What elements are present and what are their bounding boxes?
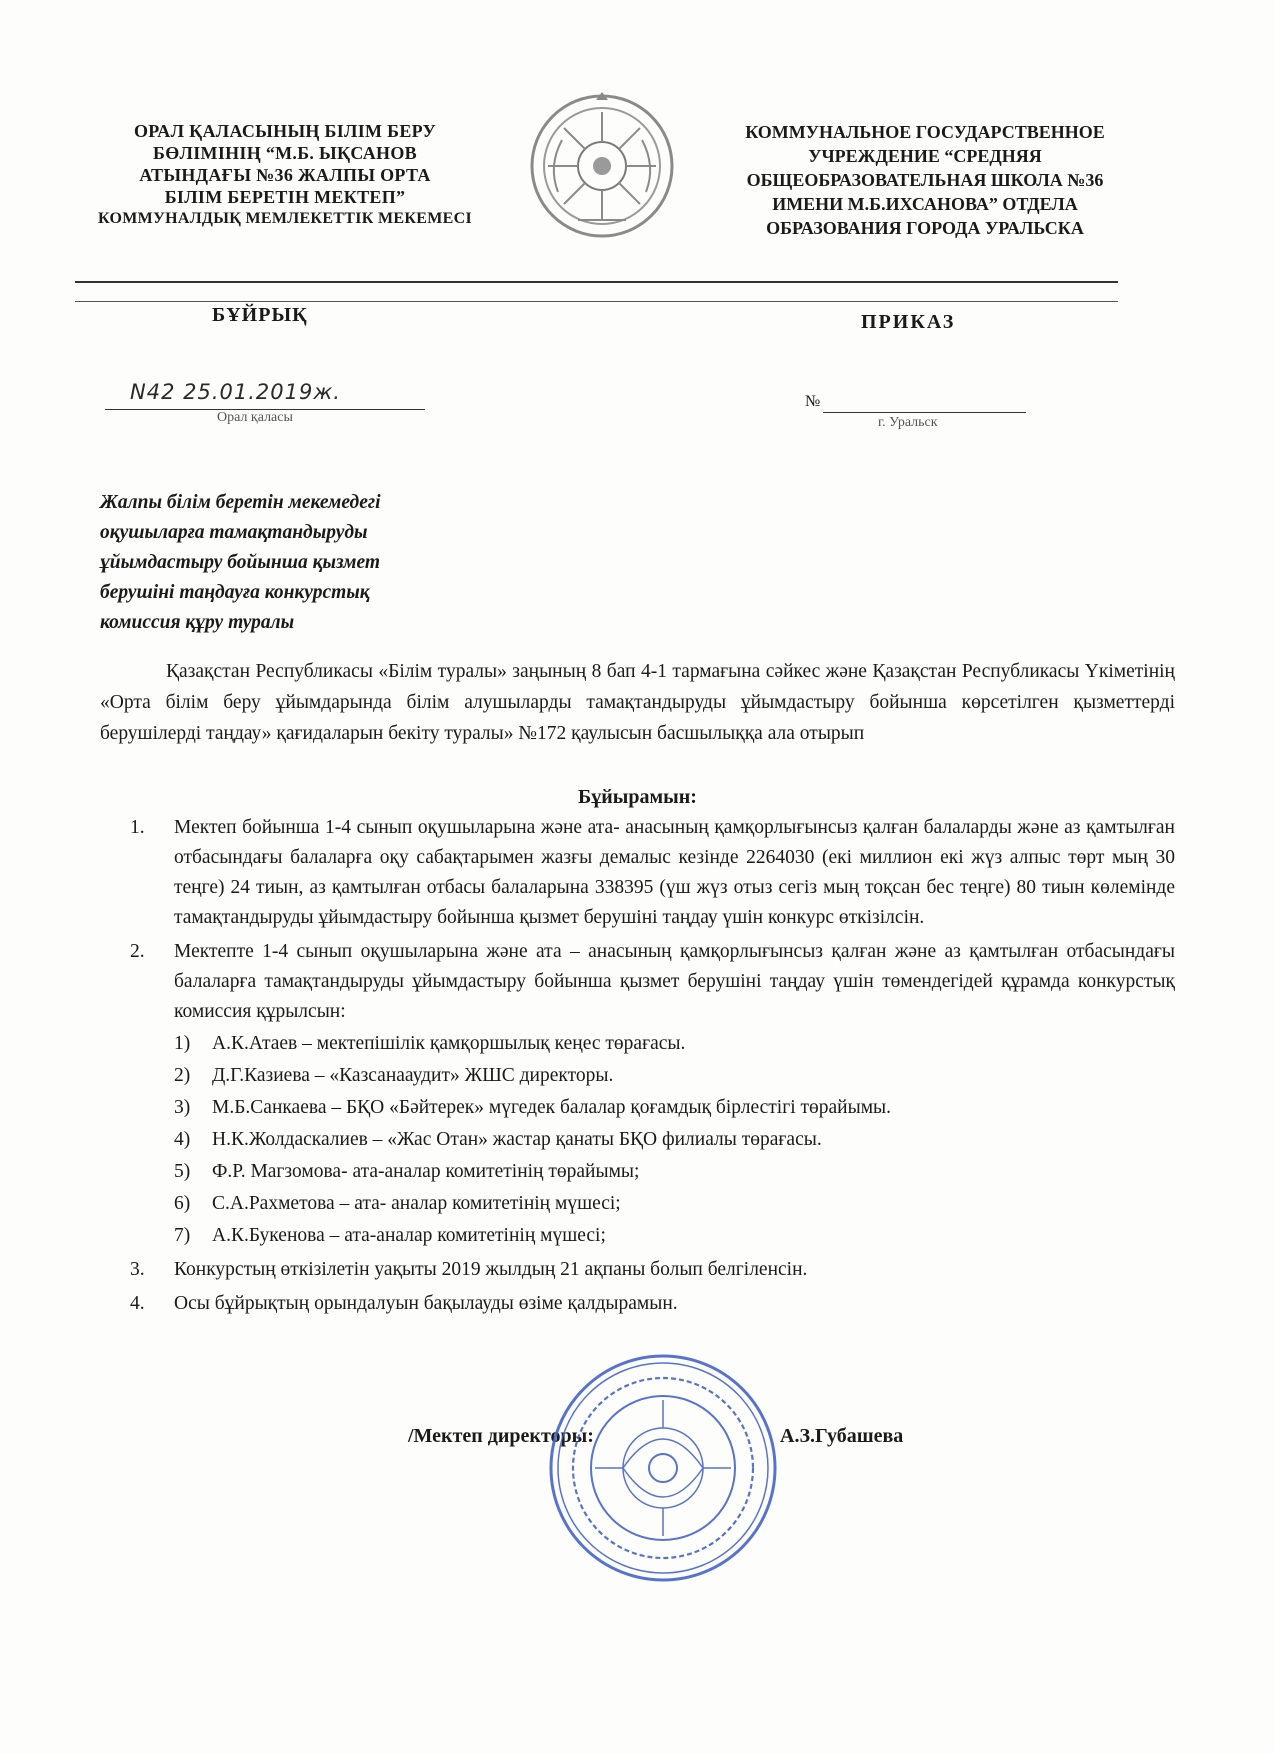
signatory-name: А.З.Губашева — [780, 1425, 904, 1447]
header-right-line: КОММУНАЛЬНОЕ ГОСУДАРСТВЕННОЕ — [745, 122, 1105, 142]
header-left-line: КОММУНАЛДЫҚ МЕМЛЕКЕТТІК МЕКЕМЕСІ — [98, 210, 472, 227]
subject-line: Жалпы білім беретін мекемедегі — [100, 492, 381, 513]
order-item — [130, 1289, 1175, 1319]
header-left-kz — [70, 120, 500, 230]
doc-type-kz: БҰЙРЫҚ — [212, 304, 308, 326]
number-sign: № — [805, 393, 821, 410]
header-right-line: ИМЕНИ М.Б.ИХСАНОВА” ОТДЕЛА — [772, 194, 1078, 214]
item-number: 4. — [130, 1293, 145, 1314]
member-number: 3) — [174, 1097, 191, 1118]
commission-member — [174, 1093, 1175, 1123]
subject-line: берушіні таңдауға конкурстық — [100, 582, 370, 603]
commission-member — [174, 1125, 1175, 1155]
header-divider-thick — [75, 281, 1118, 283]
item-number: 3. — [130, 1259, 145, 1280]
member-number: 6) — [174, 1193, 191, 1214]
item-text: Мектепте 1-4 сынып оқушыларына және ата – анасының қамқорлығынсыз қалған және аз қамтылған отбасындағы балаларға тамақтандыруды ұйымдастыру бойынша қызмет берушіні таңдау үшін төмендегідей құрамда конкурстық комиссия құрылсын: — [174, 941, 1175, 1022]
order-items — [130, 813, 1175, 1323]
member-text: Ф.Р. Магзомова- ата-аналар комитетінің төрайымы; — [212, 1161, 640, 1182]
header-right-line: ОБЩЕОБРАЗОВАТЕЛЬНАЯ ШКОЛА №36 — [746, 170, 1104, 190]
header-left-line: БІЛІМ БЕРЕТІН МЕКТЕП” — [164, 187, 406, 207]
member-number: 4) — [174, 1129, 191, 1150]
kazakhstan-emblem-icon — [528, 92, 676, 240]
header-right-line: ОБРАЗОВАНИЯ ГОРОДА УРАЛЬСКА — [766, 218, 1084, 238]
order-item — [130, 1255, 1175, 1285]
member-number: 1) — [174, 1033, 191, 1054]
member-text: А.К.Букенова – ата-аналар комитетінің мүшесі; — [212, 1225, 606, 1246]
item-text: Мектеп бойынша 1-4 сынып оқушыларына және ата- анасының қамқорлығынсыз қалған балаларды және аз қамтылған отбасындағы балаларға оқу сабақтарымен жазғы демалыс кезінде 2264030 (екі миллион екі жүз алпыс төрт мың 30 теңге) 24 тиын, аз қамтылған отбасы балаларына 338395 (үш жүз отыз сегіз мың тоқсан бес теңге) 80 тиын көлемінде тамақтандыруды ұйымдастыру бойынша қызмет берушіні таңдау үшін конкурс өткізілсін. — [174, 817, 1175, 928]
item-text: Конкурстың өткізілетін уақыты 2019 жылдың 21 ақпаны болып белгіленсін. — [174, 1259, 808, 1280]
subject-line: ұйымдастыру бойынша қызмет — [100, 552, 381, 573]
member-text: Д.Г.Казиева – «Казсанааудит» ЖШС директоры. — [212, 1065, 614, 1086]
member-number: 7) — [174, 1225, 191, 1246]
commission-member — [174, 1157, 1175, 1187]
member-text: А.К.Атаев – мектепішілік қамқоршылық кеңес төрағасы. — [212, 1033, 686, 1054]
subject-line: комиссия құру туралы — [100, 612, 295, 633]
official-round-seal-icon — [545, 1350, 781, 1586]
header-left-line: БӨЛІМІНІҢ “М.Б. ЫҚСАНОВ — [153, 143, 417, 163]
preamble-text: Қазақстан Республикасы «Білім туралы» заңының 8 бап 4-1 тармағына сәйкес және Қазақстан Республикасы Үкіметінің «Орта білім беру ұйымдарында білім алушыларды тамақтандыруды ұйымдастыру бойынша көрсетілген қызметтерді берушілерді таңдау» қағидаларын бекіту туралы» №172 қаулысын басшылыққа ала отырып — [100, 661, 1175, 744]
header-divider-thin — [75, 301, 1118, 302]
city-kz: Орал қаласы — [217, 410, 293, 425]
header-left-line: АТЫНДАҒЫ №36 ЖАЛПЫ ОРТА — [139, 165, 431, 185]
order-subject — [100, 488, 520, 638]
header-right-line: УЧРЕЖДЕНИЕ “СРЕДНЯЯ — [808, 146, 1042, 166]
order-item — [130, 937, 1175, 1251]
order-item — [130, 813, 1175, 933]
item-number: 2. — [130, 941, 145, 962]
number-line-ru — [823, 412, 1026, 413]
doc-type-ru: ПРИКАЗ — [861, 311, 956, 333]
commission-member — [174, 1189, 1175, 1219]
commission-member — [174, 1221, 1175, 1251]
item-text: Осы бұйрықтың орындалуын бақылауды өзіме қалдырамын. — [174, 1293, 678, 1314]
handwritten-number-date: N42 25.01.2019ж. — [130, 380, 341, 404]
city-ru: г. Уральск — [878, 415, 938, 430]
commission-member — [174, 1061, 1175, 1091]
item-number: 1. — [130, 817, 145, 838]
header-left-line: ОРАЛ ҚАЛАСЫНЫҢ БІЛІМ БЕРУ — [134, 121, 436, 141]
subject-line: оқушыларға тамақтандыруды — [100, 522, 368, 543]
member-number: 2) — [174, 1065, 191, 1086]
signatory-role: /Мектеп директоры: — [408, 1425, 594, 1447]
preamble-paragraph — [100, 656, 1175, 749]
member-number: 5) — [174, 1161, 191, 1182]
member-text: Н.К.Жолдаскалиев – «Жас Отан» жастар қанаты БҚО филиалы төрағасы. — [212, 1129, 822, 1150]
order-heading: Бұйырамын: — [578, 786, 697, 808]
member-text: М.Б.Санкаева – БҚО «Бәйтерек» мүгедек балалар қоғамдық бірлестігі төрайымы. — [212, 1097, 892, 1118]
member-text: С.А.Рахметова – ата- аналар комитетінің мүшесі; — [212, 1193, 621, 1214]
header-right-ru — [705, 120, 1145, 240]
commission-member — [174, 1029, 1175, 1059]
